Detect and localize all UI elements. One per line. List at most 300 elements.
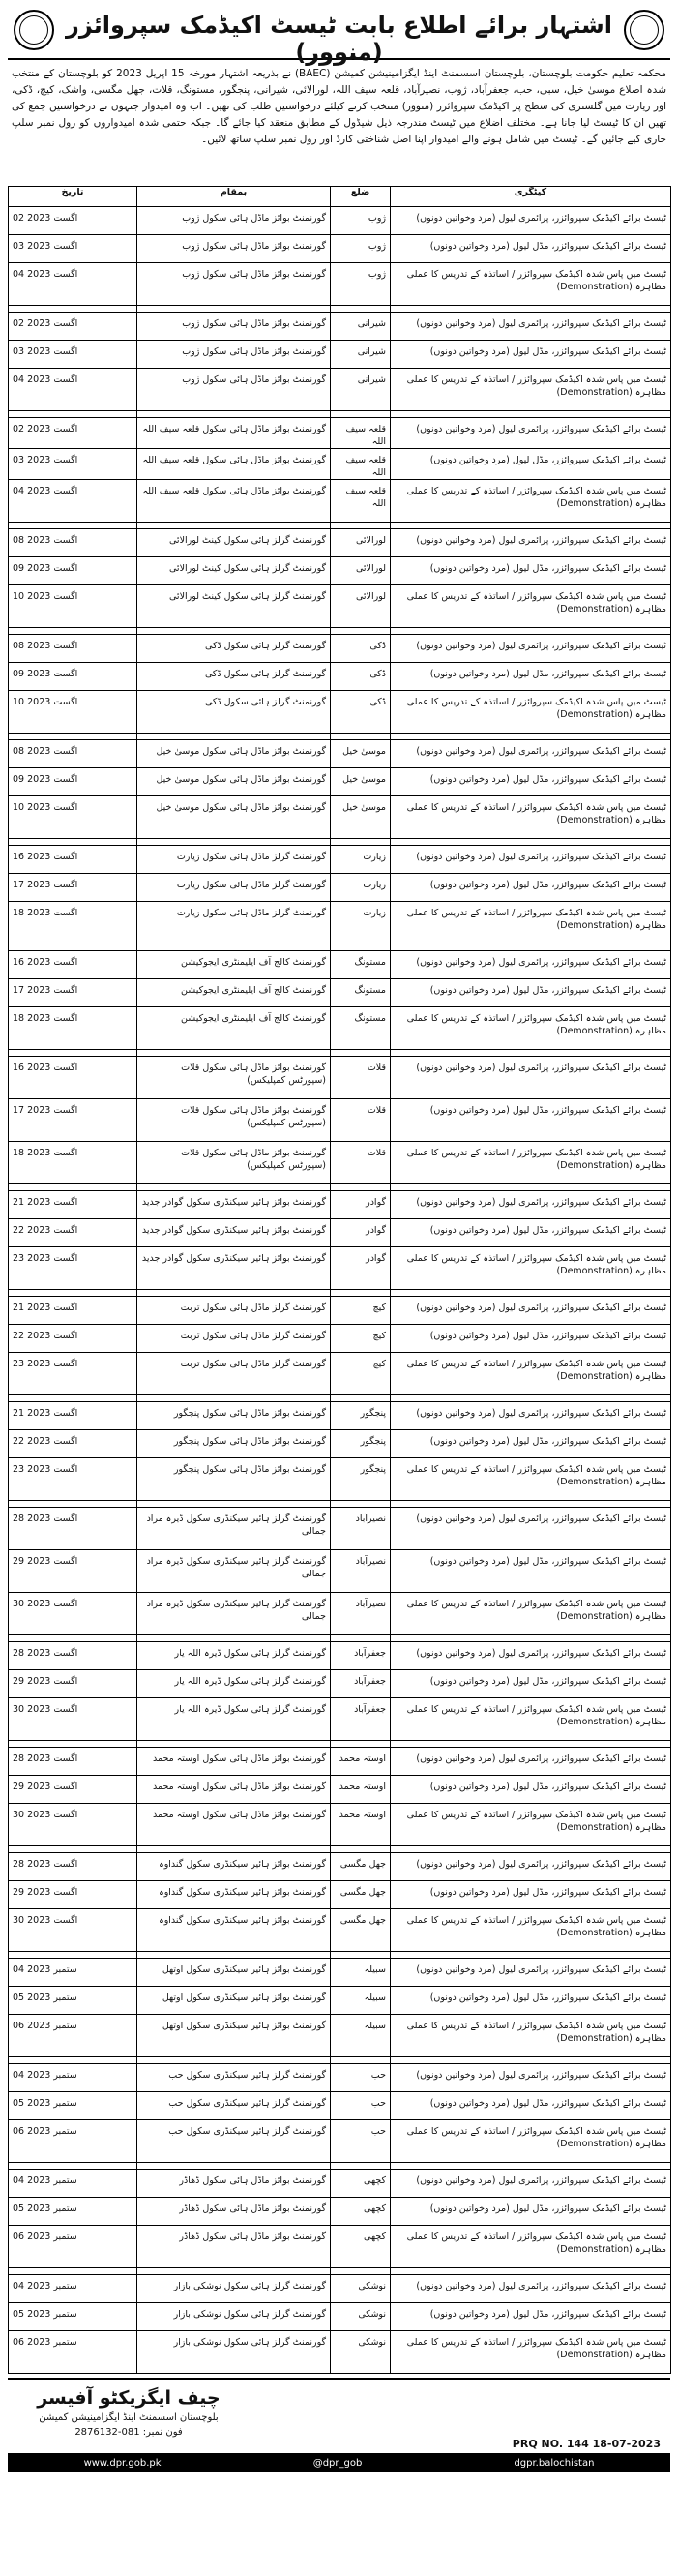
table-row (9, 1458, 671, 1501)
date-cell: 03 اگست 2023 (9, 341, 137, 369)
separator-cell (9, 2268, 137, 2275)
row-separator (9, 2057, 671, 2064)
district-cell: لورالائی (331, 557, 391, 585)
table-row (9, 1670, 671, 1698)
date-cell: 29 اگست 2023 (9, 1550, 137, 1593)
venue-cell: گورنمنٹ کالج آف ایلیمنٹری ایجوکیشن (137, 979, 331, 1007)
venue-cell: گورنمنٹ بوائز ماڈل ہائی سکول قلعہ سیف اللہ (137, 449, 331, 480)
venue-cell: گورنمنٹ گرلز ہائی سکول ڈیرہ اللہ یار (137, 1670, 331, 1698)
table-row (9, 1804, 671, 1846)
row-separator (9, 523, 671, 529)
separator-cell (137, 1184, 331, 1191)
venue-cell: گورنمنٹ گرلز ماڈل ہائی سکول تربت (137, 1325, 331, 1353)
category-cell: ٹیسٹ برائے اکیڈمک سپروائزر، پرائمری لیول (مرد وخواتین دونوں) (391, 2170, 671, 2198)
venue-cell: گورنمنٹ بوائز ماڈل ہائی سکول موسیٰ خیل (137, 768, 331, 796)
district-cell: قلعہ سیف اللہ (331, 418, 391, 449)
table-row (9, 369, 671, 411)
separator-cell (9, 1635, 137, 1642)
category-cell: ٹیسٹ برائے اکیڈمک سپروائزر، مڈل لیول (مرد وخواتین دونوں) (391, 1099, 671, 1142)
table-row (9, 951, 671, 979)
table-row (9, 1191, 671, 1219)
table-row (9, 1748, 671, 1776)
venue-cell: گورنمنٹ بوائز ماڈل ہائی سکول قلعہ سیف اللہ (137, 418, 331, 449)
venue-cell: گورنمنٹ گرلز ہائیر سیکنڈری سکول ڈیرہ مراد جمالی (137, 1550, 331, 1593)
venue-cell: گورنمنٹ بوائز ماڈل ہائی سکول قلات (سپورٹس کمپلیکس) (137, 1057, 331, 1099)
separator-cell (9, 1952, 137, 1959)
table-row (9, 1642, 671, 1670)
district-cell: زیارت (331, 846, 391, 874)
venue-cell: گورنمنٹ بوائز ہائیر سیکنڈری سکول اوتھل (137, 1987, 331, 2015)
category-cell: ٹیسٹ برائے اکیڈمک سپروائزر، پرائمری لیول (مرد وخواتین دونوں) (391, 635, 671, 663)
district-cell: موسیٰ خیل (331, 796, 391, 839)
date-cell: 23 اگست 2023 (9, 1353, 137, 1395)
separator-cell (331, 2057, 391, 2064)
category-cell: ٹیسٹ میں پاس شدہ اکیڈمک سپروائزر / اساتذہ کے تدریس کا عملی مظاہرہ (Demonstration) (391, 2331, 671, 2374)
date-cell: 04 ستمبر 2023 (9, 2064, 137, 2092)
date-cell: 16 اگست 2023 (9, 951, 137, 979)
table-row (9, 796, 671, 839)
row-separator (9, 628, 671, 635)
category-cell: ٹیسٹ برائے اکیڈمک سپروائزر، مڈل لیول (مرد وخواتین دونوں) (391, 1219, 671, 1247)
separator-cell (391, 1050, 671, 1057)
row-separator (9, 2268, 671, 2275)
category-cell: ٹیسٹ میں پاس شدہ اکیڈمک سپروائزر / اساتذہ کے تدریس کا عملی مظاہرہ (Demonstration) (391, 1698, 671, 1741)
district-cell: گوادر (331, 1191, 391, 1219)
category-cell: ٹیسٹ برائے اکیڈمک سپروائزر، مڈل لیول (مرد وخواتین دونوں) (391, 341, 671, 369)
category-cell: ٹیسٹ برائے اکیڈمک سپروائزر، پرائمری لیول (مرد وخواتین دونوں) (391, 1402, 671, 1430)
separator-cell (137, 2057, 331, 2064)
date-cell: 28 اگست 2023 (9, 1748, 137, 1776)
venue-cell: گورنمنٹ بوائز ماڈل ہائی سکول اوستہ محمد (137, 1748, 331, 1776)
district-cell: کچھی (331, 2170, 391, 2198)
separator-cell (331, 411, 391, 418)
date-cell: 21 اگست 2023 (9, 1297, 137, 1325)
district-cell: اوستہ محمد (331, 1776, 391, 1804)
table-row (9, 740, 671, 768)
row-separator (9, 1846, 671, 1853)
separator-cell (391, 411, 671, 418)
separator-cell (137, 944, 331, 951)
date-cell: 22 اگست 2023 (9, 1430, 137, 1458)
table-row (9, 846, 671, 874)
venue-cell: گورنمنٹ بوائز ماڈل ہائی سکول اوستہ محمد (137, 1776, 331, 1804)
district-cell: حب (331, 2064, 391, 2092)
district-cell: جھل مگسی (331, 1881, 391, 1909)
row-separator (9, 306, 671, 313)
row-separator (9, 1050, 671, 1057)
row-separator (9, 1290, 671, 1297)
category-cell: ٹیسٹ میں پاس شدہ اکیڈمک سپروائزر / اساتذہ کے تدریس کا عملی مظاہرہ (Demonstration) (391, 1593, 671, 1635)
category-cell: ٹیسٹ برائے اکیڈمک سپروائزر، مڈل لیول (مرد وخواتین دونوں) (391, 1430, 671, 1458)
separator-cell (137, 306, 331, 313)
date-cell: 23 اگست 2023 (9, 1458, 137, 1501)
date-cell: 05 ستمبر 2023 (9, 2303, 137, 2331)
table-row (9, 2092, 671, 2120)
table-row (9, 1853, 671, 1881)
table-row (9, 1909, 671, 1952)
category-cell: ٹیسٹ برائے اکیڈمک سپروائزر، پرائمری لیول (مرد وخواتین دونوں) (391, 846, 671, 874)
category-cell: ٹیسٹ برائے اکیڈمک سپروائزر، مڈل لیول (مرد وخواتین دونوں) (391, 1776, 671, 1804)
category-cell: ٹیسٹ برائے اکیڈمک سپروائزر، مڈل لیول (مرد وخواتین دونوں) (391, 768, 671, 796)
table-row (9, 2120, 671, 2163)
venue-cell: گورنمنٹ بوائز ماڈل ہائی سکول اوستہ محمد (137, 1804, 331, 1846)
district-cell: ڈکی (331, 635, 391, 663)
page-title: اشتہار برائے اطلاع بابت ٹیسٹ اکیڈمک سپروائزر (منوور) (66, 12, 612, 66)
separator-cell (391, 1501, 671, 1508)
district-cell: گوادر (331, 1247, 391, 1290)
separator-cell (391, 1635, 671, 1642)
district-cell: حب (331, 2092, 391, 2120)
table-row (9, 1297, 671, 1325)
separator-cell (331, 628, 391, 635)
table-row (9, 1508, 671, 1550)
separator-cell (391, 1952, 671, 1959)
date-cell: 09 اگست 2023 (9, 768, 137, 796)
date-cell: 05 ستمبر 2023 (9, 2092, 137, 2120)
separator-cell (9, 1741, 137, 1748)
venue-cell: گورنمنٹ گرلز ہائی سکول ڈکی (137, 663, 331, 691)
date-cell: 30 اگست 2023 (9, 1593, 137, 1635)
separator-cell (331, 734, 391, 740)
district-cell: قلات (331, 1142, 391, 1184)
district-cell: موسیٰ خیل (331, 740, 391, 768)
district-cell: پنجگور (331, 1402, 391, 1430)
row-separator (9, 1952, 671, 1959)
district-cell: ژوب (331, 235, 391, 263)
date-cell: 08 اگست 2023 (9, 529, 137, 557)
category-cell: ٹیسٹ میں پاس شدہ اکیڈمک سپروائزر / اساتذہ کے تدریس کا عملی مظاہرہ (Demonstration) (391, 2226, 671, 2268)
category-cell: ٹیسٹ میں پاس شدہ اکیڈمک سپروائزر / اساتذہ کے تدریس کا عملی مظاہرہ (Demonstration) (391, 480, 671, 523)
venue-cell: گورنمنٹ بوائز ماڈل ہائی سکول ژوب (137, 313, 331, 341)
venue-cell: گورنمنٹ گرلز ہائی سکول نوشکی بازار (137, 2303, 331, 2331)
separator-cell (9, 1290, 137, 1297)
venue-cell: گورنمنٹ گرلز ہائی سکول ڈیرہ اللہ یار (137, 1642, 331, 1670)
category-cell: ٹیسٹ برائے اکیڈمک سپروائزر، پرائمری لیول (مرد وخواتین دونوں) (391, 1642, 671, 1670)
category-cell: ٹیسٹ برائے اکیڈمک سپروائزر، پرائمری لیول (مرد وخواتین دونوں) (391, 740, 671, 768)
venue-cell: گورنمنٹ گرلز ہائی سکول کینٹ لورالائی (137, 529, 331, 557)
venue-cell: گورنمنٹ بوائز ہائیر سیکنڈری سکول اوتھل (137, 1959, 331, 1987)
category-cell: ٹیسٹ برائے اکیڈمک سپروائزر، پرائمری لیول (مرد وخواتین دونوں) (391, 1853, 671, 1881)
row-separator (9, 2163, 671, 2170)
date-cell: 16 اگست 2023 (9, 1057, 137, 1099)
district-cell: ژوب (331, 207, 391, 235)
category-cell: ٹیسٹ برائے اکیڈمک سپروائزر، پرائمری لیول (مرد وخواتین دونوں) (391, 418, 671, 449)
venue-cell: گورنمنٹ گرلز ہائیر سیکنڈری سکول حب (137, 2064, 331, 2092)
district-cell: زیارت (331, 902, 391, 944)
date-cell: 09 اگست 2023 (9, 663, 137, 691)
venue-cell: گورنمنٹ گرلز ماڈل ہائی سکول تربت (137, 1297, 331, 1325)
venue-cell: گورنمنٹ گرلز ہائی سکول کینٹ لورالائی (137, 557, 331, 585)
category-cell: ٹیسٹ برائے اکیڈمک سپروائزر، پرائمری لیول (مرد وخواتین دونوں) (391, 529, 671, 557)
date-cell: 23 اگست 2023 (9, 1247, 137, 1290)
table-header-row (9, 187, 671, 207)
row-separator (9, 734, 671, 740)
table-row (9, 1402, 671, 1430)
separator-cell (331, 1846, 391, 1853)
date-cell: 08 اگست 2023 (9, 635, 137, 663)
table-row (9, 2198, 671, 2226)
district-cell: جعفرآباد (331, 1670, 391, 1698)
table-row (9, 1550, 671, 1593)
separator-cell (331, 306, 391, 313)
venue-cell: گورنمنٹ بوائز ماڈل ہائی سکول قلات (سپورٹس کمپلیکس) (137, 1142, 331, 1184)
table-row (9, 1099, 671, 1142)
date-cell: 02 اگست 2023 (9, 207, 137, 235)
separator-cell (137, 411, 331, 418)
category-cell: ٹیسٹ برائے اکیڈمک سپروائزر، پرائمری لیول (مرد وخواتین دونوں) (391, 1959, 671, 1987)
schedule-body (9, 207, 671, 2374)
date-cell: 02 اگست 2023 (9, 313, 137, 341)
venue-cell: گورنمنٹ بوائز ماڈل ہائی سکول ڈھاڈر (137, 2170, 331, 2198)
separator-cell (331, 2268, 391, 2275)
table-row (9, 2331, 671, 2374)
table-row (9, 1007, 671, 1050)
separator-cell (137, 1050, 331, 1057)
district-cell: حب (331, 2120, 391, 2163)
category-cell: ٹیسٹ برائے اکیڈمک سپروائزر، مڈل لیول (مرد وخواتین دونوں) (391, 1670, 671, 1698)
district-cell: نصیرآباد (331, 1508, 391, 1550)
separator-cell (137, 523, 331, 529)
date-cell: 17 اگست 2023 (9, 874, 137, 902)
category-cell: ٹیسٹ برائے اکیڈمک سپروائزر، مڈل لیول (مرد وخواتین دونوں) (391, 2303, 671, 2331)
table-row (9, 1057, 671, 1099)
category-cell: ٹیسٹ میں پاس شدہ اکیڈمک سپروائزر / اساتذہ کے تدریس کا عملی مظاہرہ (Demonstration) (391, 585, 671, 628)
separator-cell (331, 1184, 391, 1191)
table-row (9, 902, 671, 944)
date-cell: 22 اگست 2023 (9, 1219, 137, 1247)
table-row (9, 768, 671, 796)
separator-cell (137, 628, 331, 635)
table-row (9, 2170, 671, 2198)
category-cell: ٹیسٹ برائے اکیڈمک سپروائزر، مڈل لیول (مرد وخواتین دونوں) (391, 663, 671, 691)
category-cell: ٹیسٹ برائے اکیڈمک سپروائزر، مڈل لیول (مرد وخواتین دونوں) (391, 979, 671, 1007)
category-cell: ٹیسٹ میں پاس شدہ اکیڈمک سپروائزر / اساتذہ کے تدریس کا عملی مظاہرہ (Demonstration) (391, 1909, 671, 1952)
separator-cell (137, 1501, 331, 1508)
district-cell: ڈکی (331, 663, 391, 691)
row-separator (9, 1395, 671, 1402)
social-bar (8, 2453, 670, 2472)
website-link[interactable]: www.dpr.gob.pk (83, 2457, 162, 2469)
venue-cell: گورنمنٹ گرلز ہائیر سیکنڈری سکول حب (137, 2092, 331, 2120)
date-cell: 03 اگست 2023 (9, 235, 137, 263)
venue-cell: گورنمنٹ گرلز ہائی سکول ڈیرہ اللہ یار (137, 1698, 331, 1741)
district-cell: سبیلہ (331, 2015, 391, 2057)
district-cell: ژوب (331, 263, 391, 306)
venue-cell: گورنمنٹ گرلز ہائیر سیکنڈری سکول ڈیرہ مراد جمالی (137, 1593, 331, 1635)
district-cell: نصیرآباد (331, 1593, 391, 1635)
row-separator (9, 1501, 671, 1508)
category-cell: ٹیسٹ برائے اکیڈمک سپروائزر، مڈل لیول (مرد وخواتین دونوں) (391, 235, 671, 263)
category-cell: ٹیسٹ برائے اکیڈمک سپروائزر، پرائمری لیول (مرد وخواتین دونوں) (391, 313, 671, 341)
phone-number: فون نمبر: 081-2876132 (74, 2427, 183, 2438)
separator-cell (391, 2268, 671, 2275)
separator-cell (137, 1635, 331, 1642)
category-cell: ٹیسٹ میں پاس شدہ اکیڈمک سپروائزر / اساتذہ کے تدریس کا عملی مظاہرہ (Demonstration) (391, 369, 671, 411)
district-cell: موسیٰ خیل (331, 768, 391, 796)
category-cell: ٹیسٹ برائے اکیڈمک سپروائزر، مڈل لیول (مرد وخواتین دونوں) (391, 557, 671, 585)
venue-cell: گورنمنٹ گرلز ماڈل ہائی سکول زیارت (137, 846, 331, 874)
date-cell: 30 اگست 2023 (9, 1698, 137, 1741)
date-cell: 17 اگست 2023 (9, 979, 137, 1007)
venue-cell: گورنمنٹ گرلز ہائیر سیکنڈری سکول حب (137, 2120, 331, 2163)
row-separator (9, 1635, 671, 1642)
category-cell: ٹیسٹ میں پاس شدہ اکیڈمک سپروائزر / اساتذہ کے تدریس کا عملی مظاہرہ (Demonstration) (391, 691, 671, 734)
district-cell: مستونگ (331, 951, 391, 979)
balochistan-logo-icon (14, 10, 54, 50)
venue-cell: گورنمنٹ بوائز ہائیر سیکنڈری سکول اوتھل (137, 2015, 331, 2057)
header-category: کیٹگری (391, 187, 671, 207)
separator-cell (331, 1050, 391, 1057)
table-row (9, 2064, 671, 2092)
date-cell: 16 اگست 2023 (9, 846, 137, 874)
district-cell: نوشکی (331, 2331, 391, 2374)
separator-cell (9, 2057, 137, 2064)
separator-cell (391, 1846, 671, 1853)
category-cell: ٹیسٹ برائے اکیڈمک سپروائزر، پرائمری لیول (مرد وخواتین دونوں) (391, 2064, 671, 2092)
category-cell: ٹیسٹ برائے اکیڈمک سپروائزر، مڈل لیول (مرد وخواتین دونوں) (391, 449, 671, 480)
table-row (9, 1698, 671, 1741)
district-cell: قلات (331, 1057, 391, 1099)
venue-cell: گورنمنٹ بوائز ماڈل ہائی سکول ژوب (137, 369, 331, 411)
date-cell: 29 اگست 2023 (9, 1776, 137, 1804)
separator-cell (9, 306, 137, 313)
date-cell: 18 اگست 2023 (9, 1142, 137, 1184)
venue-cell: گورنمنٹ بوائز ماڈل ہائی سکول ڈھاڈر (137, 2198, 331, 2226)
venue-cell: گورنمنٹ بوائز ہائیر سیکنڈری سکول گوادر جدید (137, 1219, 331, 1247)
venue-cell: گورنمنٹ گرلز ہائی سکول ڈکی (137, 691, 331, 734)
date-cell: 28 اگست 2023 (9, 1508, 137, 1550)
separator-cell (331, 1635, 391, 1642)
row-separator (9, 944, 671, 951)
district-cell: مستونگ (331, 1007, 391, 1050)
facebook-link[interactable]: dgpr.balochistan (514, 2457, 595, 2469)
separator-cell (391, 1395, 671, 1402)
category-cell: ٹیسٹ برائے اکیڈمک سپروائزر، پرائمری لیول (مرد وخواتین دونوں) (391, 1508, 671, 1550)
row-separator (9, 839, 671, 846)
separator-cell (391, 2057, 671, 2064)
district-cell: قلعہ سیف اللہ (331, 449, 391, 480)
separator-cell (9, 1395, 137, 1402)
venue-cell: گورنمنٹ بوائز ہائیر سیکنڈری سکول گنداوہ (137, 1853, 331, 1881)
header-venue: بمقام (137, 187, 331, 207)
venue-cell: گورنمنٹ بوائز ماڈل ہائی سکول پنجگور (137, 1402, 331, 1430)
date-cell: 21 اگست 2023 (9, 1402, 137, 1430)
district-cell: کچھی (331, 2198, 391, 2226)
date-cell: 06 ستمبر 2023 (9, 2226, 137, 2268)
table-row (9, 585, 671, 628)
category-cell: ٹیسٹ برائے اکیڈمک سپروائزر، پرائمری لیول (مرد وخواتین دونوں) (391, 1191, 671, 1219)
separator-cell (9, 411, 137, 418)
date-cell: 05 ستمبر 2023 (9, 2198, 137, 2226)
district-cell: اوستہ محمد (331, 1804, 391, 1846)
date-cell: 21 اگست 2023 (9, 1191, 137, 1219)
category-cell: ٹیسٹ میں پاس شدہ اکیڈمک سپروائزر / اساتذہ کے تدریس کا عملی مظاہرہ (Demonstration) (391, 1247, 671, 1290)
separator-cell (331, 1741, 391, 1748)
table-row (9, 2275, 671, 2303)
separator-cell (331, 1395, 391, 1402)
category-cell: ٹیسٹ میں پاس شدہ اکیڈمک سپروائزر / اساتذہ کے تدریس کا عملی مظاہرہ (Demonstration) (391, 902, 671, 944)
date-cell: 05 ستمبر 2023 (9, 1987, 137, 2015)
venue-cell: گورنمنٹ بوائز ہائیر سیکنڈری سکول گوادر جدید (137, 1191, 331, 1219)
venue-cell: گورنمنٹ بوائز ماڈل ہائی سکول پنجگور (137, 1458, 331, 1501)
separator-cell (137, 1741, 331, 1748)
separator-cell (137, 1290, 331, 1297)
separator-cell (9, 839, 137, 846)
separator-cell (391, 1290, 671, 1297)
category-cell: ٹیسٹ برائے اکیڈمک سپروائزر، پرائمری لیول (مرد وخواتین دونوں) (391, 1297, 671, 1325)
separator-cell (331, 839, 391, 846)
separator-cell (391, 1741, 671, 1748)
separator-cell (137, 839, 331, 846)
table-row (9, 449, 671, 480)
separator-cell (331, 1290, 391, 1297)
category-cell: ٹیسٹ میں پاس شدہ اکیڈمک سپروائزر / اساتذہ کے تدریس کا عملی مظاہرہ (Demonstration) (391, 1007, 671, 1050)
venue-cell: گورنمنٹ بوائز ہائیر سیکنڈری سکول گوادر جدید (137, 1247, 331, 1290)
table-row (9, 341, 671, 369)
venue-cell: گورنمنٹ بوائز ہائیر سیکنڈری سکول گنداوہ (137, 1909, 331, 1952)
venue-cell: گورنمنٹ بوائز ماڈل ہائی سکول موسیٰ خیل (137, 796, 331, 839)
separator-cell (391, 306, 671, 313)
row-separator (9, 411, 671, 418)
district-cell: کیچ (331, 1297, 391, 1325)
header (8, 6, 670, 66)
date-cell: 22 اگست 2023 (9, 1325, 137, 1353)
baec-logo-icon (624, 10, 664, 50)
table-row (9, 1776, 671, 1804)
separator-cell (137, 1952, 331, 1959)
date-cell: 28 اگست 2023 (9, 1853, 137, 1881)
category-cell: ٹیسٹ برائے اکیڈمک سپروائزر، پرائمری لیول (مرد وخواتین دونوں) (391, 2275, 671, 2303)
date-cell: 04 اگست 2023 (9, 369, 137, 411)
date-cell: 04 اگست 2023 (9, 263, 137, 306)
date-cell: 10 اگست 2023 (9, 585, 137, 628)
table-row (9, 2303, 671, 2331)
table-row (9, 1959, 671, 1987)
table-row (9, 207, 671, 235)
table-row (9, 874, 671, 902)
district-cell: کچھی (331, 2226, 391, 2268)
district-cell: سبیلہ (331, 1987, 391, 2015)
separator-cell (9, 734, 137, 740)
date-cell: 03 اگست 2023 (9, 449, 137, 480)
separator-cell (9, 523, 137, 529)
date-cell: 06 ستمبر 2023 (9, 2120, 137, 2163)
venue-cell: گورنمنٹ گرلز ہائیر سیکنڈری سکول ڈیرہ مراد جمالی (137, 1508, 331, 1550)
category-cell: ٹیسٹ برائے اکیڈمک سپروائزر، مڈل لیول (مرد وخواتین دونوں) (391, 2092, 671, 2120)
separator-cell (331, 1952, 391, 1959)
date-cell: 30 اگست 2023 (9, 1909, 137, 1952)
separator-cell (9, 628, 137, 635)
twitter-link[interactable]: @dpr_gob (312, 2457, 363, 2469)
table-row (9, 635, 671, 663)
separator-cell (331, 944, 391, 951)
table-row (9, 235, 671, 263)
separator-cell (9, 1846, 137, 1853)
table-row (9, 979, 671, 1007)
table-row (9, 1142, 671, 1184)
row-separator (9, 1741, 671, 1748)
separator-cell (137, 2268, 331, 2275)
header-district: ضلع (331, 187, 391, 207)
venue-cell: گورنمنٹ گرلز ہائی سکول نوشکی بازار (137, 2275, 331, 2303)
separator-cell (137, 2163, 331, 2170)
table-row (9, 1219, 671, 1247)
separator-cell (137, 1395, 331, 1402)
separator-cell (391, 523, 671, 529)
district-cell: نوشکی (331, 2275, 391, 2303)
intro-paragraph: محکمہ تعلیم حکومت بلوچستان، بلوچستان اسسمنٹ اینڈ ایگزامینیشن کمیشن (BAEC) نے بذریعہ اشتہار مورخہ 15 اپریل 2023 کو بلوچستان کے منتخب شدہ اضلاع موسیٰ خیل، سبی، حب، جعفرآباد، ژوب، نصیرآباد، قلعہ سیف اللہ، لورالائی، شیرانی، پنجگور، مستونگ، قلات، جھل مگسی، واشک، کیچ، ڈکی، اور زیارت میں گلستری کی سطح پر اکیڈمک سپروائزر (منوور) منتخب کرنے کیلئے درخواستیں طلب کی تھیں۔ اب وہ امیدوار جنہوں نے درخواستیں جمع کی تھیں ان کا ٹیسٹ لیا جانا ہے۔ مختلف اضلاع میں ٹیسٹ مندرجہ ذیل شیڈول کے مطابق منعقد کیا جائے گا۔ جبکہ حتمی شدہ امیدواروں کو رول نمبر سلپ جاری کیے جائیں گے۔ ٹیسٹ میں شامل ہونے والے امیدوار اپنا اصل شناختی کارڈ اور رول نمبر سلپ ساتھ لائیں۔ (12, 68, 666, 145)
table-row (9, 1430, 671, 1458)
